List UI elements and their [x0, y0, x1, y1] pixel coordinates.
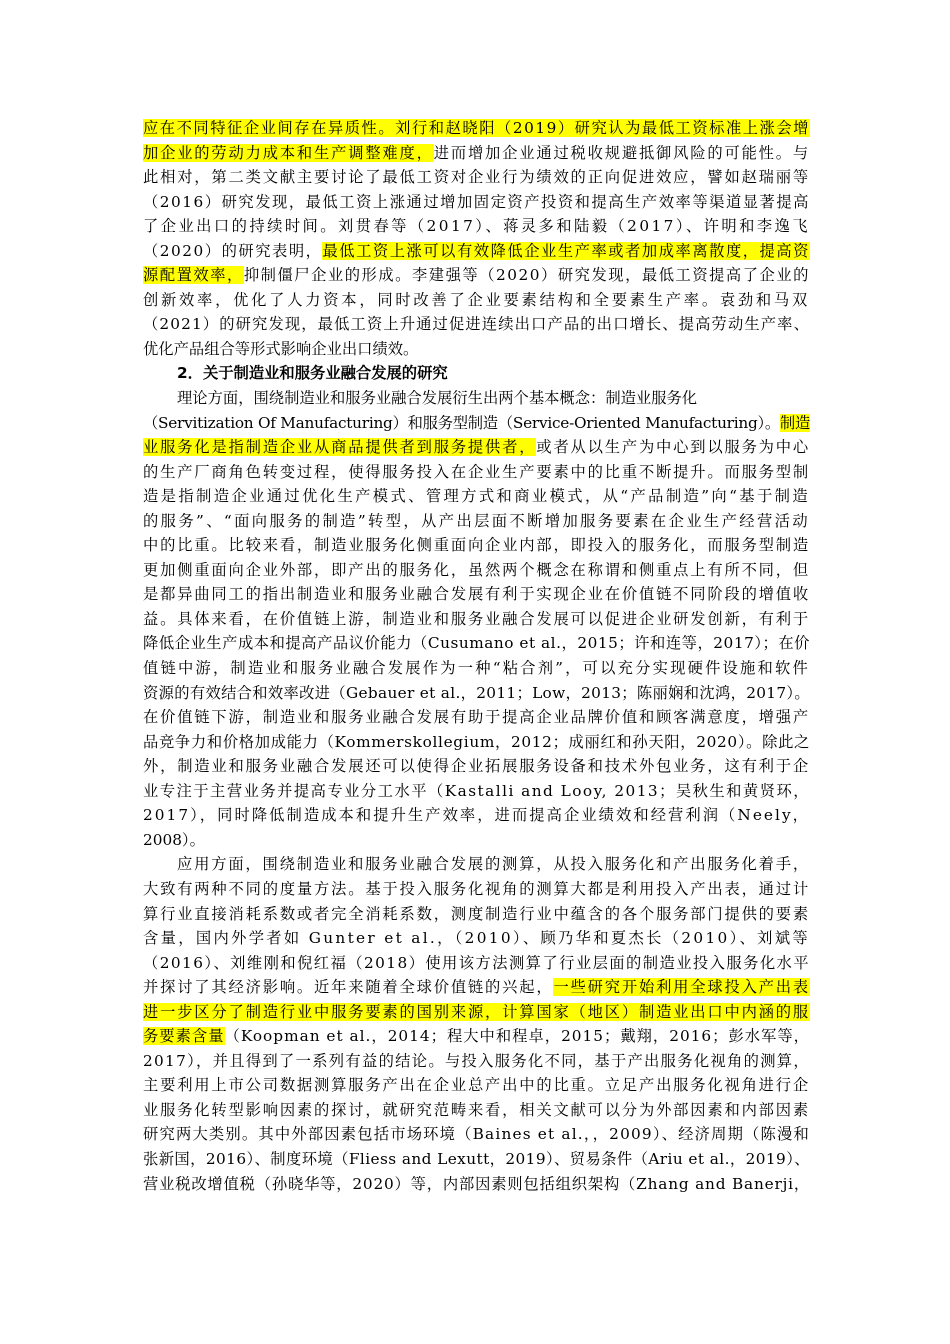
text-line	[143, 1172, 810, 1197]
text-segment: 优化产品组合等形式影响企业出口绩效。	[143, 339, 419, 358]
text-segment: （Koopman et al.，2014；程大中和程卓，2015；戴翔，2016；彭水军等，	[224, 1027, 810, 1046]
text-line	[143, 803, 810, 828]
text-segment: 2．关于制造业和服务业融合发展的研究	[177, 364, 448, 383]
text-segment: 更加侧重面向企业外部，即产出的服务化，虽然两个概念在称谓和侧重点上有所不同，但	[143, 560, 810, 579]
text-line	[143, 951, 810, 976]
text-segment: 并探讨了其经济影响。近年来随着全球价值链的兴起，	[143, 978, 554, 997]
text-line	[143, 214, 810, 239]
highlighted-text: 务要素含量	[143, 1027, 225, 1046]
text-line	[143, 1122, 810, 1147]
text-line	[143, 705, 810, 730]
body-text	[143, 116, 810, 1196]
text-segment: 的服务”、“面向服务的制造”转型，从产出层面不断增加服务要素在企业生产经营活动	[143, 511, 810, 530]
text-line	[143, 411, 810, 436]
text-line	[143, 877, 810, 902]
text-line	[143, 1024, 810, 1049]
text-line	[143, 779, 810, 804]
text-line	[143, 1049, 810, 1074]
text-segment: 了企业出口的持续时间。刘贯春等（2017）、蒋灵多和陆毅（2017）、许明和李逸飞	[143, 217, 810, 236]
text-line	[143, 902, 810, 927]
text-line	[143, 435, 810, 460]
text-segment: 主要利用上市公司数据测算服务产出在企业总产出中的比重。立足产出服务化视角进行企	[143, 1076, 810, 1095]
text-segment: 2017），并且得到了一系列有益的结论。与投入服务化不同，基于产出服务化视角的测算，	[143, 1051, 810, 1070]
text-line	[143, 263, 810, 288]
highlighted-text: 进一步区分了制造行业中服务要素的国别来源，计算国家（地区）制造业出口中内涵的服	[143, 1002, 810, 1021]
text-segment: 在价值链下游，制造业和服务业融合发展有助于提高企业品牌价值和顾客满意度，增强产	[143, 708, 810, 727]
text-segment: 的生产厂商角色转变过程，使得服务投入在企业生产要素中的比重不断提升。而服务型制	[143, 462, 810, 481]
text-line	[143, 681, 810, 706]
text-line	[143, 509, 810, 534]
text-segment: 益。具体来看，在价值链上游，制造业和服务业融合发展可以促进企业研发创新，有利于	[143, 609, 810, 628]
text-segment: （Servitization Of Manufacturing）和服务型制造（Service-Oriented Manufacturing）。	[143, 413, 780, 432]
text-line	[143, 484, 810, 509]
text-line	[143, 116, 810, 141]
text-line	[143, 386, 810, 411]
text-line	[143, 1147, 810, 1172]
text-line	[143, 607, 810, 632]
text-segment: 业服务化转型影响因素的探讨，就研究范畴来看，相关文献可以分为外部因素和内部因素	[143, 1100, 810, 1119]
highlighted-text: 最低工资上涨可以有效降低企业生产率或者加成率离散度，提高资	[322, 241, 810, 260]
text-line	[143, 656, 810, 681]
text-segment: 研究两大类别。其中外部因素包括市场环境（Baines et al.，，2009）、经济周期（陈漫和	[143, 1125, 810, 1144]
text-segment: （2020）的研究表明，	[143, 241, 323, 260]
highlighted-text: 制造	[779, 413, 810, 432]
text-segment: 进而增加企业通过税收规避抵御风险的可能性。与	[433, 143, 810, 162]
text-line	[143, 239, 810, 264]
text-segment: 含量，国内外学者如 Gunter et al.，（2010）、顾乃华和夏杰长（2010）、刘斌等	[143, 929, 810, 948]
text-line	[143, 288, 810, 313]
text-line	[143, 190, 810, 215]
text-line	[143, 631, 810, 656]
text-line	[143, 312, 810, 337]
highlighted-text: 加企业的劳动力成本和生产调整难度，	[143, 143, 434, 162]
text-segment: 是都异曲同工的指出制造业和服务业融合发展有利于实现企业在价值链不同阶段的增值收	[143, 585, 810, 604]
text-line	[143, 582, 810, 607]
text-segment: 理论方面，围绕制造业和服务业融合发展衍生出两个基本概念：制造业服务化	[177, 389, 698, 408]
text-segment: 外，制造业和服务业融合发展还可以使得企业拓展服务设备和技术外包业务，这有利于企	[143, 757, 810, 776]
text-segment: 应用方面，围绕制造业和服务业融合发展的测算，从投入服务化和产出服务化着手，	[177, 855, 810, 874]
text-line	[143, 754, 810, 779]
text-line	[143, 533, 810, 558]
text-segment: （2016）、刘维刚和倪红福（2018）使用该方法测算了行业层面的制造业投入服务化水平	[143, 953, 810, 972]
text-line	[143, 828, 810, 853]
text-segment: 值链中游，制造业和服务业融合发展作为一种“粘合剂”，可以充分实现硬件设施和软件	[143, 659, 810, 678]
text-line	[143, 337, 810, 362]
highlighted-text: 源配置效率，	[143, 266, 244, 285]
text-line	[143, 975, 810, 1000]
text-segment: （2021）的研究发现，最低工资上升通过促进连续出口产品的出口增长、提高劳动生产率、	[143, 315, 810, 334]
text-segment: 营业税改增值税（孙晓华等，2020）等，内部因素则包括组织架构（Zhang and Banerji，	[143, 1174, 810, 1193]
text-segment: 造是指制造企业通过优化生产模式、管理方式和商业模式，从“产品制造”向“基于制造	[143, 487, 810, 506]
text-line	[143, 730, 810, 755]
section-heading	[143, 361, 810, 386]
text-line	[143, 1000, 810, 1025]
text-segment: 中的比重。比较来看，制造业服务化侧重面向企业内部，即投入的服务化，而服务型制造	[143, 536, 810, 555]
text-segment: 2017），同时降低制造成本和提升生产效率，进而提高企业绩效和经营利润（Neely，	[143, 806, 810, 825]
text-segment: 大致有两种不同的度量方法。基于投入服务化视角的测算大都是利用投入产出表，通过计	[143, 879, 810, 898]
text-line	[143, 165, 810, 190]
text-segment: 此相对，第二类文献主要讨论了最低工资对企业行为绩效的正向促进效应，譬如赵瑞丽等	[143, 168, 810, 187]
text-segment: 创新效率，优化了人力资本，同时改善了企业要素结构和全要素生产率。袁劲和马双	[143, 290, 810, 309]
text-line	[143, 460, 810, 485]
text-segment: 资源的有效结合和效率改进（Gebauer et al.，2011；Low，2013；陈丽娴和沈鸿，2017）。	[143, 683, 810, 702]
text-segment: 品竞争力和价格加成能力（Kommerskollegium，2012；成丽红和孙天阳，2020）。除此之	[143, 732, 810, 751]
text-segment: （2016）研究发现，最低工资上涨通过增加固定资产投资和提高生产效率等渠道显著提高	[143, 192, 810, 211]
text-segment: 张新国，2016）、制度环境（Fliess and Lexutt，2019）、贸易条件（Ariu et al.，2019）、	[143, 1149, 810, 1168]
text-segment: 2008）。	[143, 830, 205, 849]
text-segment: 或者从以生产为中心到以服务为中心	[536, 438, 810, 457]
text-line	[143, 141, 810, 166]
text-line	[143, 558, 810, 583]
text-segment: 降低企业生产成本和提高产品议价能力（Cusumano et al.，2015；许和连等，2017）；在价	[143, 634, 810, 653]
text-line	[143, 1073, 810, 1098]
text-line	[143, 1098, 810, 1123]
text-segment: 抑制僵尸企业的形成。李建强等（2020）研究发现，最低工资提高了企业的	[243, 266, 810, 285]
text-segment: 算行业直接消耗系数或者完全消耗系数，测度制造行业中蕴含的各个服务部门提供的要素	[143, 904, 810, 923]
highlighted-text: 一些研究开始利用全球投入产出表	[553, 978, 810, 997]
text-line	[143, 926, 810, 951]
text-line	[143, 852, 810, 877]
highlighted-text: 应在不同特征企业间存在异质性。刘行和赵晓阳（2019）研究认为最低工资标准上涨会增	[143, 119, 810, 137]
highlighted-text: 业服务化是指制造企业从商品提供者到服务提供者，	[143, 438, 537, 457]
text-segment: 业专注于主营业务并提高专业分工水平（Kastalli and Looy, 2013；吴秋生和黄贤环，	[143, 781, 810, 800]
